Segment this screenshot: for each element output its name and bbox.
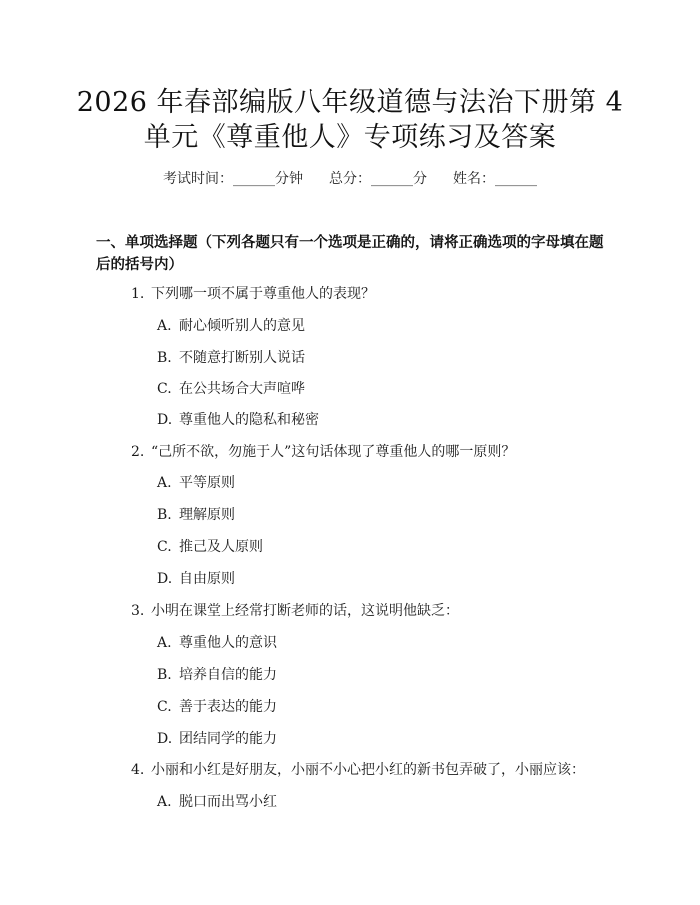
option-text: 在公共场合大声喧哗 (179, 381, 305, 397)
option-letter: A. (157, 318, 172, 334)
exam-time-label: 考试时间：______分钟 (163, 171, 303, 187)
question-3-option-a (157, 632, 277, 652)
document-title-line2: 单元《尊重他人》专项练习及答案 (143, 122, 557, 153)
option-letter: D. (157, 571, 173, 587)
option-text: 不随意打断别人说话 (179, 350, 305, 366)
question-2-option-d (157, 568, 235, 588)
option-letter: A. (157, 794, 172, 810)
option-letter: B. (157, 350, 172, 366)
option-letter: C. (157, 381, 172, 397)
option-letter: A. (157, 475, 172, 491)
option-text: 理解原则 (179, 507, 235, 523)
question-number: 4. (131, 762, 145, 778)
option-letter: C. (157, 699, 172, 715)
question-text: 小明在课堂上经常打断老师的话，这说明他缺乏： (151, 603, 459, 619)
option-letter: B. (157, 667, 172, 683)
option-text: 尊重他人的隐私和秘密 (179, 412, 319, 428)
option-text: 善于表达的能力 (179, 699, 277, 715)
option-text: 团结同学的能力 (179, 731, 277, 747)
option-text: 尊重他人的意识 (179, 635, 277, 651)
question-3-option-b (157, 664, 277, 684)
question-number: 3. (131, 603, 145, 619)
option-letter: A. (157, 635, 172, 651)
question-2-option-b (157, 504, 235, 524)
option-text: 耐心倾听别人的意见 (179, 318, 305, 334)
question-text: “己所不欲，勿施于人”这句话体现了尊重他人的哪一原则？ (151, 444, 516, 460)
question-2 (131, 441, 515, 461)
option-letter: D. (157, 412, 173, 428)
option-letter: D. (157, 731, 173, 747)
section-heading: 一、单项选择题（下列各题只有一个选项是正确的，请将正确选项的字母填在题后的括号内） (96, 235, 604, 273)
question-1-option-a (157, 315, 305, 335)
question-4 (131, 759, 585, 779)
option-text: 平等原则 (179, 475, 235, 491)
question-1-option-d (157, 409, 319, 429)
exam-name-label: 姓名：______ (453, 171, 537, 187)
question-1-option-b (157, 347, 305, 367)
question-3-option-d (157, 728, 277, 748)
question-1-option-c (157, 378, 305, 398)
option-text: 自由原则 (179, 571, 235, 587)
option-letter: B. (157, 507, 172, 523)
question-3-option-c (157, 696, 277, 716)
exam-info (60, 168, 640, 188)
question-number: 2. (131, 444, 145, 460)
question-text: 小丽和小红是好朋友，小丽不小心把小红的新书包弄破了，小丽应该： (151, 762, 585, 778)
exam-score-label: 总分：______分 (329, 171, 427, 187)
option-text: 推己及人原则 (179, 539, 263, 555)
question-1 (131, 283, 375, 303)
question-number: 1. (131, 286, 145, 302)
option-text: 脱口而出骂小红 (179, 794, 277, 810)
document-title-line1: 2026 年春部编版八年级道德与法治下册第 4 (76, 87, 624, 118)
question-text: 下列哪一项不属于尊重他人的表现？ (151, 286, 375, 302)
option-letter: C. (157, 539, 172, 555)
question-3 (131, 600, 459, 620)
option-text: 培养自信的能力 (179, 667, 277, 683)
question-2-option-c (157, 536, 263, 556)
question-4-option-a (157, 791, 277, 811)
question-2-option-a (157, 472, 235, 492)
